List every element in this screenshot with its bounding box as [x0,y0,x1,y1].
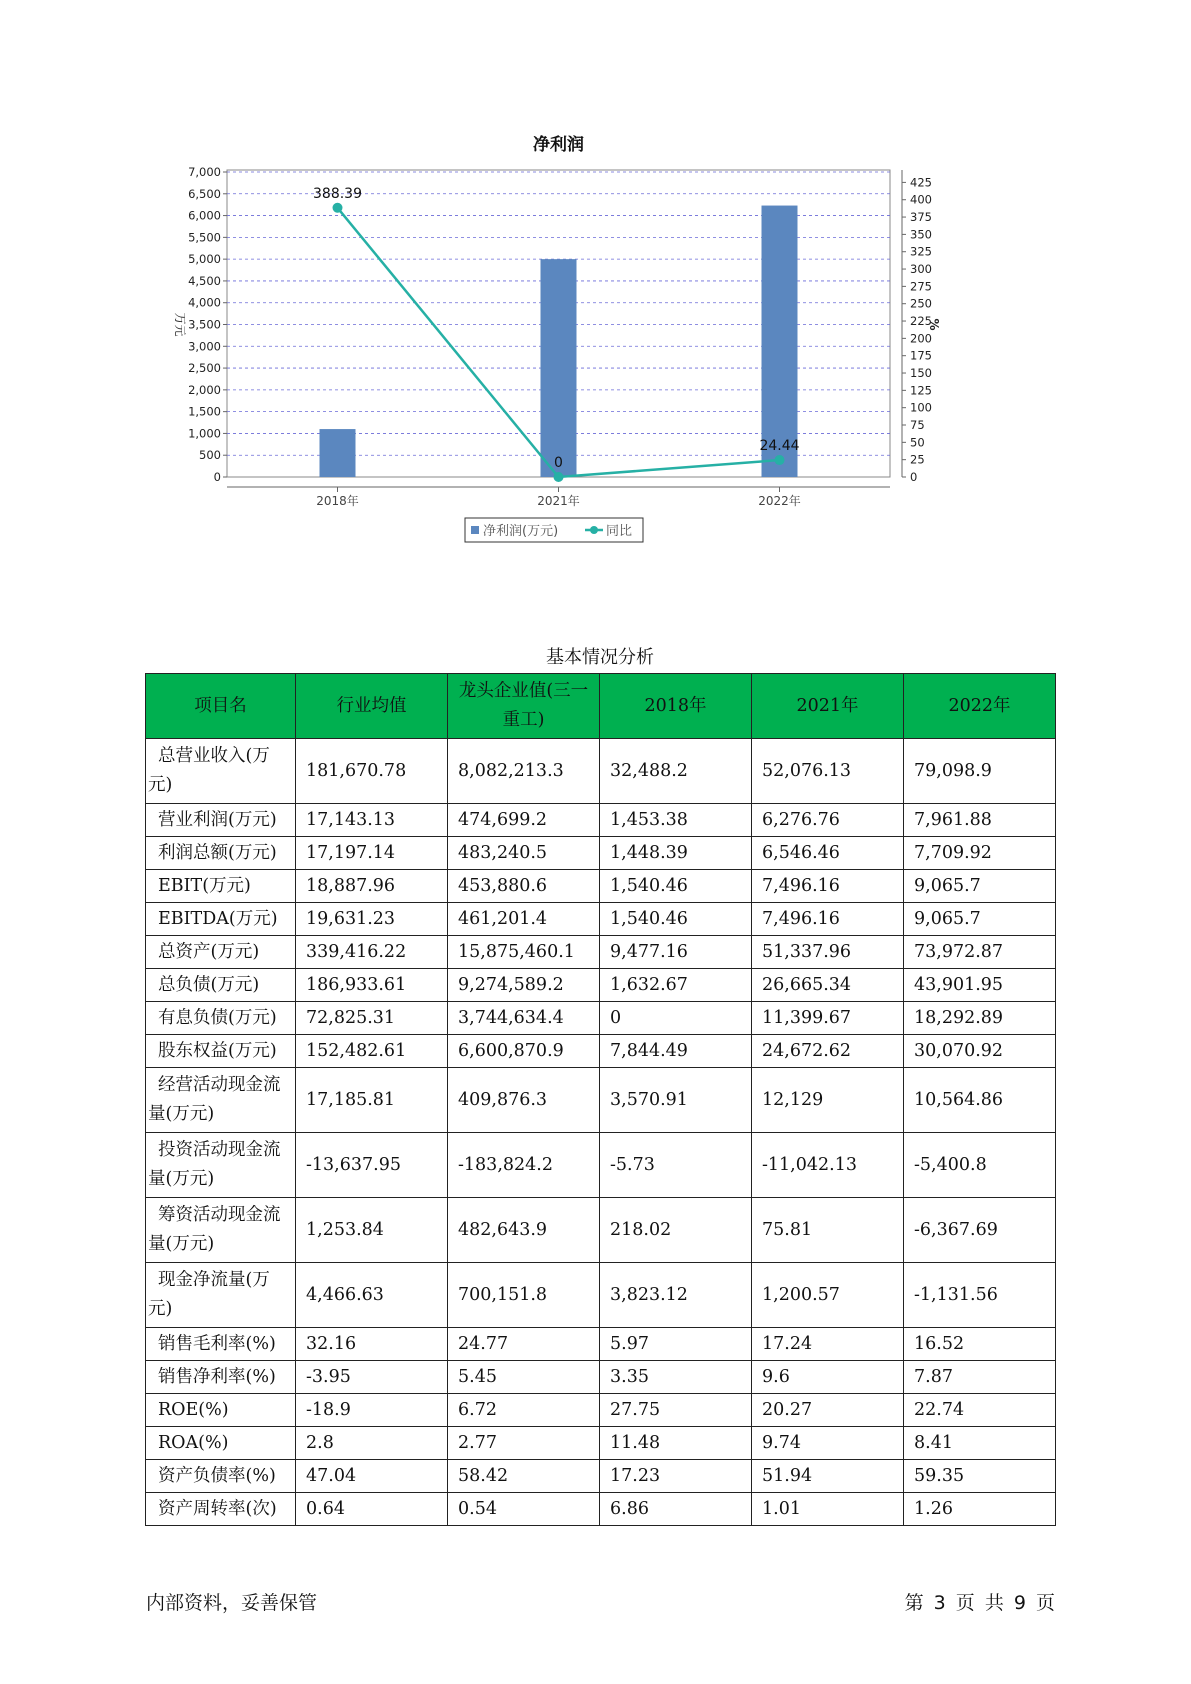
table-cell: 75.81 [752,1198,904,1263]
table-cell: 59.35 [904,1460,1056,1493]
table-cell: 6.72 [448,1394,600,1427]
data-label: 388.39 [313,185,362,202]
table-cell: 18,292.89 [904,1002,1056,1035]
table-cell: 32,488.2 [600,739,752,804]
row-label: EBIT(万元) [146,870,296,903]
y-tick-label: 1,500 [188,404,221,419]
table-cell: 186,933.61 [296,969,448,1002]
table-cell: 73,972.87 [904,936,1056,969]
row-label: 投资活动现金流量(万元) [146,1133,296,1198]
net-profit-chart [150,130,1040,600]
yoy-point [333,203,343,213]
y2-tick-label: 25 [910,452,925,467]
row-label: 有息负债(万元) [146,1002,296,1035]
data-label: 24.44 [759,438,800,455]
row-label: 利润总额(万元) [146,837,296,870]
y2-tick-label: 175 [910,348,932,363]
y2-tick-label: 300 [910,262,932,277]
y2-tick-label: 50 [910,435,925,450]
table-cell: 43,901.95 [904,969,1056,1002]
table-cell: 453,880.6 [448,870,600,903]
table-cell: 339,416.22 [296,936,448,969]
table-row [146,837,1056,870]
table-cell: 6,546.46 [752,837,904,870]
table-row [146,1328,1056,1361]
table-cell: 17.23 [600,1460,752,1493]
row-label: 现金净流量(万元) [146,1263,296,1328]
table-cell: 52,076.13 [752,739,904,804]
table-cell: 51,337.96 [752,936,904,969]
table-cell: 7,844.49 [600,1035,752,1068]
y2-axis-label: % [927,318,941,331]
y2-tick-label: 275 [910,279,932,294]
row-label: 销售毛利率(%) [146,1328,296,1361]
table-cell: 27.75 [600,1394,752,1427]
legend-label: 净利润(万元) [483,524,559,539]
table-cell: 1,253.84 [296,1198,448,1263]
table-row [146,804,1056,837]
table-cell: 7,496.16 [752,870,904,903]
table-cell: 9,065.7 [904,903,1056,936]
legend-swatch-bar [471,526,479,534]
table-cell: 1,448.39 [600,837,752,870]
y2-tick-label: 200 [910,331,932,346]
table-cell: 9,477.16 [600,936,752,969]
table-cell: 1,540.46 [600,870,752,903]
data-label: 0 [554,455,563,471]
table-row [146,903,1056,936]
row-label: ROE(%) [146,1394,296,1427]
footer-confidential: 内部资料，妥善保管 [146,1592,318,1614]
table-row [146,1068,1056,1133]
table-cell: 19,631.23 [296,903,448,936]
table-cell: 0 [600,1002,752,1035]
y-tick-label: 6,500 [188,186,221,201]
table-header-cell: 项目名 [146,674,296,739]
y-tick-label: 4,500 [188,273,221,288]
table-header-cell: 2018年 [600,674,752,739]
table-cell: -11,042.13 [752,1133,904,1198]
table-cell: 6,600,870.9 [448,1035,600,1068]
table-cell: 7,709.92 [904,837,1056,870]
table-cell: 4,466.63 [296,1263,448,1328]
table-cell: 7.87 [904,1361,1056,1394]
y2-tick-label: 350 [910,227,932,242]
table-cell: 58.42 [448,1460,600,1493]
table-header-cell: 2022年 [904,674,1056,739]
table-cell: 32.16 [296,1328,448,1361]
table-cell: 7,961.88 [904,804,1056,837]
table-cell: 24.77 [448,1328,600,1361]
table-cell: 5.45 [448,1361,600,1394]
yoy-point [554,472,564,482]
table-cell: 3,570.91 [600,1068,752,1133]
table-cell: 8.41 [904,1427,1056,1460]
y-tick-label: 5,500 [188,230,221,245]
table-cell: 483,240.5 [448,837,600,870]
table-cell: 11.48 [600,1427,752,1460]
table-cell: 26,665.34 [752,969,904,1002]
y2-tick-label: 250 [910,296,932,311]
table-cell: 47.04 [296,1460,448,1493]
table-cell: 30,070.92 [904,1035,1056,1068]
row-label: 销售净利率(%) [146,1361,296,1394]
table-cell: 474,699.2 [448,804,600,837]
table-cell: 22.74 [904,1394,1056,1427]
table-cell: 1,200.57 [752,1263,904,1328]
table-cell: 9.74 [752,1427,904,1460]
yoy-point [775,455,785,465]
chart-title: 净利润 [533,135,584,155]
y2-tick-label: 375 [910,210,932,225]
table-cell: 6.86 [600,1493,752,1526]
legend-swatch-point [590,526,598,534]
table-cell: -1,131.56 [904,1263,1056,1328]
table-row [146,1002,1056,1035]
footer-page-number: 第 3 页 共 9 页 [904,1592,1055,1614]
table-cell: 1,540.46 [600,903,752,936]
x-tick-label: 2018年 [316,494,359,508]
table-cell: 1,632.67 [600,969,752,1002]
table-cell: -5.73 [600,1133,752,1198]
y2-tick-label: 125 [910,383,932,398]
y-tick-label: 3,500 [188,317,221,332]
y-tick-label: 6,000 [188,208,221,223]
table-header-cell: 行业均值 [296,674,448,739]
table-cell: 482,643.9 [448,1198,600,1263]
y-tick-label: 500 [199,448,221,463]
y2-tick-label: 75 [910,418,925,433]
table-cell: 409,876.3 [448,1068,600,1133]
table-cell: 152,482.61 [296,1035,448,1068]
table-cell: 51.94 [752,1460,904,1493]
table-row [146,1263,1056,1328]
y-tick-label: 2,000 [188,382,221,397]
table-cell: 8,082,213.3 [448,739,600,804]
table-cell: 15,875,460.1 [448,936,600,969]
bar [320,429,356,477]
analysis-table [145,673,1056,1526]
table-cell: 18,887.96 [296,870,448,903]
table-row [146,1035,1056,1068]
table-cell: 0.64 [296,1493,448,1526]
table-cell: 17,197.14 [296,837,448,870]
table-cell: 9.6 [752,1361,904,1394]
table-cell: -183,824.2 [448,1133,600,1198]
bar [541,259,577,477]
table-cell: 10,564.86 [904,1068,1056,1133]
table-row [146,870,1056,903]
y2-tick-label: 150 [910,366,932,381]
row-label: 总资产(万元) [146,936,296,969]
table-header-cell: 龙头企业值(三一重工) [448,674,600,739]
row-label: 股东权益(万元) [146,1035,296,1068]
table-body [146,739,1056,1526]
table-cell: 79,098.9 [904,739,1056,804]
table-row [146,1133,1056,1198]
table-row [146,1394,1056,1427]
table-row [146,1427,1056,1460]
table-cell: 24,672.62 [752,1035,904,1068]
table-row [146,1361,1056,1394]
table-cell: 0.54 [448,1493,600,1526]
x-tick-label: 2021年 [537,494,580,508]
table-cell: -3.95 [296,1361,448,1394]
table-cell: -18.9 [296,1394,448,1427]
y-tick-label: 5,000 [188,252,221,267]
y2-tick-label: 325 [910,244,932,259]
table-cell: 1,453.38 [600,804,752,837]
table-cell: -13,637.95 [296,1133,448,1198]
table-cell: 72,825.31 [296,1002,448,1035]
table-cell: 11,399.67 [752,1002,904,1035]
y-tick-label: 7,000 [188,165,221,179]
table-cell: 20.27 [752,1394,904,1427]
table-cell: 12,129 [752,1068,904,1133]
table-cell: 3,744,634.4 [448,1002,600,1035]
bar [762,206,798,477]
row-label: 筹资活动现金流量(万元) [146,1198,296,1263]
x-tick-label: 2022年 [758,494,801,508]
table-row [146,1198,1056,1263]
row-label: 总营业收入(万元) [146,739,296,804]
table-row [146,936,1056,969]
table-header-cell: 2021年 [752,674,904,739]
y-tick-label: 3,000 [188,339,221,354]
table-cell: 2.77 [448,1427,600,1460]
table-row [146,739,1056,804]
table-cell: 16.52 [904,1328,1056,1361]
y2-tick-label: 425 [910,175,932,190]
table-cell: 2.8 [296,1427,448,1460]
table-header-row [146,674,1056,739]
table-cell: 3,823.12 [600,1263,752,1328]
table-cell: 17.24 [752,1328,904,1361]
y2-tick-label: 225 [910,314,932,329]
table-cell: -5,400.8 [904,1133,1056,1198]
table-cell: 17,143.13 [296,804,448,837]
table-cell: 1.26 [904,1493,1056,1526]
table-cell: 218.02 [600,1198,752,1263]
y-axis-label: 万元 [173,312,187,337]
table-cell: 5.97 [600,1328,752,1361]
table-cell: 6,276.76 [752,804,904,837]
y-tick-label: 2,500 [188,361,221,376]
row-label: 资产周转率(次) [146,1493,296,1526]
row-label: 总负债(万元) [146,969,296,1002]
y-tick-label: 4,000 [188,295,221,310]
table-cell: 1.01 [752,1493,904,1526]
row-label: 经营活动现金流量(万元) [146,1068,296,1133]
y-tick-label: 1,000 [188,426,221,441]
table-row [146,969,1056,1002]
row-label: ROA(%) [146,1427,296,1460]
table-cell: 461,201.4 [448,903,600,936]
table-cell: 17,185.81 [296,1068,448,1133]
table-cell: 9,274,589.2 [448,969,600,1002]
table-title: 基本情况分析 [546,647,654,668]
y-tick-label: 0 [213,470,221,484]
table-row [146,1493,1056,1526]
y2-tick-label: 100 [910,400,932,415]
table-row [146,1460,1056,1493]
row-label: EBITDA(万元) [146,903,296,936]
table-cell: 3.35 [600,1361,752,1394]
table-cell: -6,367.69 [904,1198,1056,1263]
row-label: 营业利润(万元) [146,804,296,837]
table-cell: 9,065.7 [904,870,1056,903]
legend-label: 同比 [606,524,633,539]
table-cell: 181,670.78 [296,739,448,804]
y2-tick-label: 400 [910,192,932,207]
row-label: 资产负债率(%) [146,1460,296,1493]
y2-tick-label: 0 [910,470,918,484]
table-cell: 700,151.8 [448,1263,600,1328]
table-cell: 7,496.16 [752,903,904,936]
